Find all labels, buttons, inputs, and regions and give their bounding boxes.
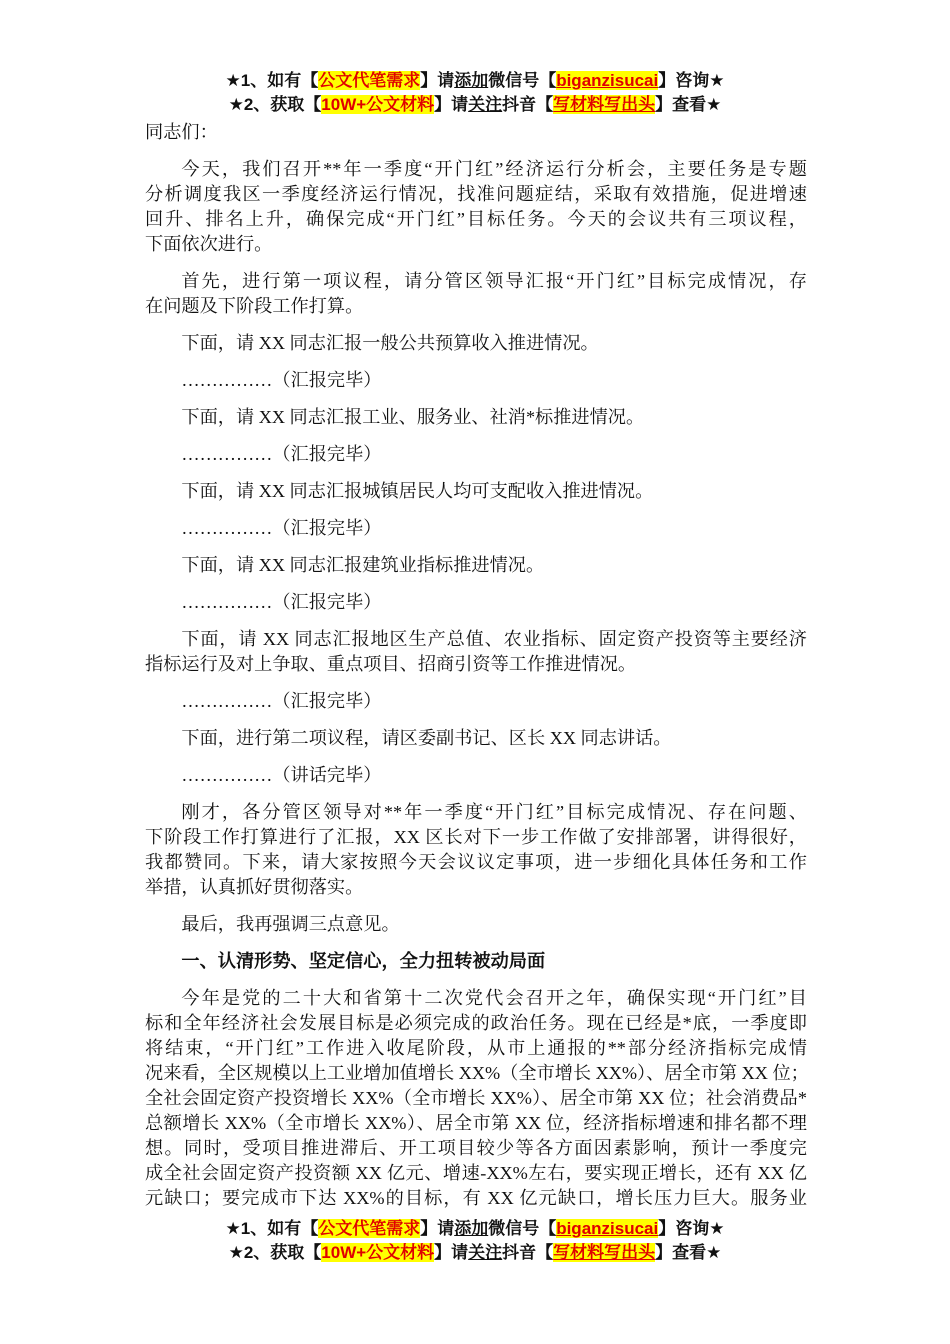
text-line: ……………（汇报完毕） (181, 444, 382, 464)
text-line: 下面，请 XX 同志汇报工业、服务业、社消*标推进情况。 (181, 407, 645, 427)
section-heading (145, 949, 807, 974)
text: ★2、获取【 (228, 95, 322, 114)
text-line: 下面，请 XX 同志汇报城镇居民人均可支配收入推进情况。 (181, 481, 654, 501)
promo-banner-top (0, 69, 950, 117)
paragraph (145, 405, 807, 430)
text-line: 首先，进行第一项议程，请分管区领导汇报“开门红”目标完成情况，存 (181, 271, 807, 291)
paragraph (145, 120, 807, 145)
text-line: 元缺口；要完成市下达 XX%的目标，有 XX 亿元缺口，增长压力巨大。服务业 (145, 1188, 807, 1208)
text-line: 下阶段工作打算进行了汇报，XX 区长对下一步工作做了安排部署，讲得很好， (145, 827, 807, 847)
text-line: 指标运行及对上争取、重点项目、招商引资等工作推进情况。 (145, 654, 637, 674)
document-body (145, 120, 807, 1223)
text: 】咨询★ (658, 71, 725, 90)
wechat-id: biganzisucai (556, 71, 659, 90)
paragraph (145, 763, 807, 788)
highlight: 10W+公文材料 (321, 1243, 435, 1262)
text-line: 将结束，“开门红”工作进入收尾阶段，从市上通报的**部分经济指标完成情 (145, 1038, 807, 1058)
paragraph (145, 442, 807, 467)
text: 抖音【 (502, 95, 554, 114)
text: 添加 (454, 1219, 489, 1238)
promo-line-2 (0, 93, 950, 117)
text: ★1、如有【 (225, 71, 319, 90)
text: 】请 (420, 71, 455, 90)
paragraph (145, 689, 807, 714)
text-line: ……………（汇报完毕） (181, 370, 382, 390)
text-line: 况来看，全区规模以上工业增加值增长 XX%（全市增长 XX%）、居全市第 XX 位； (145, 1063, 809, 1083)
douyin-id: 写材料写出头 (553, 95, 656, 114)
text-line: 全社会固定资产投资增长 XX%（全市增长 XX%）、居全市第 XX 位；社会消费品* (145, 1088, 807, 1108)
text-line: 刚才，各分管区领导对**年一季度“开门红”目标完成情况、存在问题、 (181, 802, 807, 822)
text-line: 在问题及下阶段工作打算。 (145, 296, 364, 316)
paragraph (145, 269, 807, 319)
text-line: 下面依次进行。 (145, 234, 273, 254)
text-line: ……………（汇报完毕） (181, 592, 382, 612)
text: 】查看★ (655, 95, 722, 114)
text-line: 下面，请 XX 同志汇报建筑业指标推进情况。 (181, 555, 545, 575)
text-line: ……………（讲话完毕） (181, 765, 382, 785)
text: 】请 (434, 1243, 469, 1262)
text-line: 标和全年经济社会发展目标是必须完成的政治任务。现在已经是*底，一季度即 (145, 1013, 807, 1033)
promo-line-2 (0, 1241, 950, 1265)
text-line: 总额增长 XX%（全市增长 XX%）、居全市第 XX 位，经济指标增速和排名都不理 (145, 1113, 807, 1133)
text: 微信号【 (488, 1219, 557, 1238)
text-line: 我都赞同。下来，请大家按照今天会议议定事项，进一步细化具体任务和工作 (145, 852, 807, 872)
text-line: 回升、排名上升，确保完成“开门红”目标任务。今天的会议共有三项议程， (145, 209, 807, 229)
text: ★1、如有【 (225, 1219, 319, 1238)
paragraph (145, 627, 807, 677)
text-line: 一、认清形势、坚定信心，全力扭转被动局面 (181, 951, 546, 971)
paragraph (145, 726, 807, 751)
paragraph (145, 800, 807, 900)
paragraph (145, 553, 807, 578)
paragraph (145, 986, 807, 1211)
text-line: 成全社会固定资产投资额 XX 亿元、增速-XX%左右，要实现正增长，还有 XX 亿 (145, 1163, 807, 1183)
promo-banner-bottom (0, 1217, 950, 1265)
wechat-id: biganzisucai (556, 1219, 659, 1238)
text: 】请 (434, 95, 469, 114)
paragraph (145, 516, 807, 541)
text: 抖音【 (502, 1243, 554, 1262)
text-line: 今年是党的二十大和省第十二次党代会召开之年，确保实现“开门红”目 (181, 988, 807, 1008)
text: 】咨询★ (658, 1219, 725, 1238)
text-line: ……………（汇报完毕） (181, 518, 382, 538)
text-line: 举措，认真抓好贯彻落实。 (145, 877, 364, 897)
highlight: 公文代笔需求 (318, 71, 421, 90)
text-line: 想。同时，受项目推进滞后、开工项目较少等各方面因素影响，预计一季度完 (145, 1138, 807, 1158)
paragraph (145, 590, 807, 615)
paragraph (145, 479, 807, 504)
paragraph (145, 157, 807, 257)
text-line: 今天，我们召开**年一季度“开门红”经济运行分析会，主要任务是专题 (181, 159, 807, 179)
paragraph (145, 331, 807, 356)
text-line: 同志们： (145, 122, 218, 142)
paragraph (145, 912, 807, 937)
text: 】查看★ (655, 1243, 722, 1262)
text: 关注 (468, 1243, 503, 1262)
text: 添加 (454, 71, 489, 90)
promo-line-1 (0, 69, 950, 93)
text: 】请 (420, 1219, 455, 1238)
paragraph (145, 368, 807, 393)
text-line: 最后，我再强调三点意见。 (181, 914, 400, 934)
text-line: 下面，请 XX 同志汇报地区生产总值、农业指标、固定资产投资等主要经济 (181, 629, 807, 649)
highlight: 公文代笔需求 (318, 1219, 421, 1238)
text-line: 下面，请 XX 同志汇报一般公共预算收入推进情况。 (181, 333, 599, 353)
douyin-id: 写材料写出头 (553, 1243, 656, 1262)
text: 微信号【 (488, 71, 557, 90)
text-line: 下面，进行第二项议程，请区委副书记、区长 XX 同志讲话。 (181, 728, 672, 748)
text: 关注 (468, 95, 503, 114)
promo-line-1 (0, 1217, 950, 1241)
text-line: 分析调度我区一季度经济运行情况，找准问题症结，采取有效措施，促进增速 (145, 184, 807, 204)
text-line: ……………（汇报完毕） (181, 691, 382, 711)
text: ★2、获取【 (228, 1243, 322, 1262)
highlight: 10W+公文材料 (321, 95, 435, 114)
